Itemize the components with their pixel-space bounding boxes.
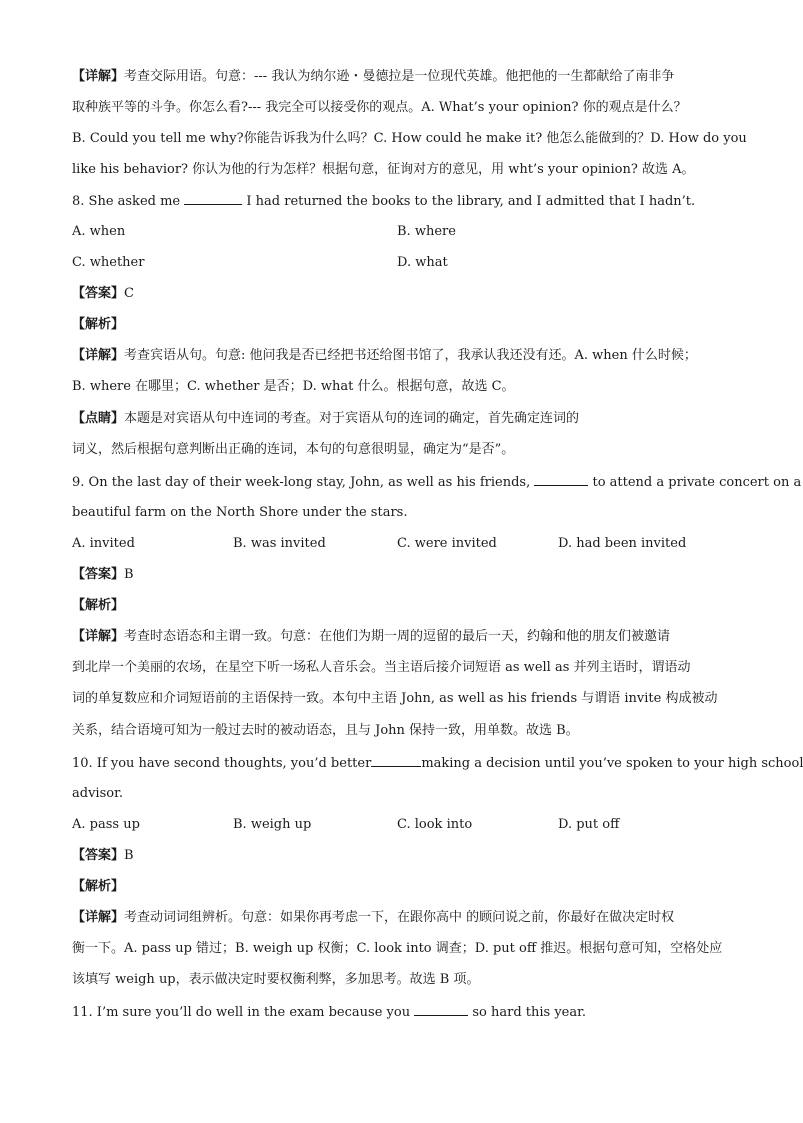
q9-option-d: D. had been invited [558,536,687,551]
q10-option-d: D. put off [558,817,620,832]
q9-stem-line-1: 9. On the last day of their week-long stay, John, as well as his friends, to attend a private concert on a [72,475,802,490]
q9-option-a: A. invited [72,536,135,551]
q9-detail-line-2: 到北岸一个美丽的农场，在星空下听一场私人音乐会。当主语后接介词短语 as well as 并列主语时，谓语动 [72,660,691,675]
answer-blank [534,473,588,486]
q8-option-b: B. where [397,224,456,239]
q10-option-b: B. weigh up [233,817,312,832]
q8-stem: 8. She asked me I had returned the books to the library, and I admitted that I hadn’t. [72,194,696,209]
answer-blank [184,192,242,205]
answer-blank [414,1003,468,1016]
q7-detail-line-1: 【详解】考查交际用语。句意：--- 我认为纳尔逊・曼德拉是一位现代英雄。他把他的一生都献给了南非争 [72,69,675,84]
q10-option-c: C. look into [397,817,473,832]
q8-answer: 【答案】C [72,286,134,301]
q9-analysis-label: 【解析】 [72,598,125,613]
q10-analysis-label: 【解析】 [72,879,125,894]
q10-option-a: A. pass up [72,817,140,832]
q8-detail-line-1: 【详解】考查宾语从句。句意: 他问我是否已经把书还给图书馆了，我承认我还没有还。A. when 什么时候； [72,348,697,363]
q10-stem-line-1: 10. If you have second thoughts, you’d better making a decision until you’ve spoken to your high school [72,756,803,771]
q8-option-a: A. when [72,224,126,239]
answer-blank [371,754,421,767]
q10-detail-line-3: 该填写 weigh up，表示做决定时要权衡利弊，多加思考。故选 B 项。 [72,972,480,987]
q9-detail-line-3: 词的单复数应和介词短语前的主语保持一致。本句中主语 John, as well as his friends 与谓语 invite 构成被动 [72,691,718,706]
q9-detail-line-1: 【详解】考查时态语态和主谓一致。句意：在他们为期一周的逗留的最后一天，约翰和他的朋友们被邀请 [72,629,671,644]
q10-detail-line-2: 衡一下。A. pass up 错过；B. weigh up 权衡；C. look into 调查；D. put off 推迟。根据句意可知，空格处应 [72,941,723,956]
q9-option-c: C. were invited [397,536,497,551]
q11-stem: 11. I’m sure you’ll do well in the exam because you so hard this year. [72,1005,587,1020]
q7-detail-line-4: like his behavior? 你认为他的行为怎样？根据句意，征询对方的意见，用 wht’s your opinion? 故选 A。 [72,162,695,177]
q8-detail-line-2: B. where 在哪里；C. whether 是否；D. what 什么。根据句意，故选 C。 [72,379,515,394]
q9-detail-line-4: 关系，结合语境可知为一般过去时的被动语态，且与 John 保持一致，用单数。故选 B。 [72,723,579,738]
q7-detail-line-2: 取种族平等的斗争。你怎么看?--- 我完全可以接受你的观点。A. What’s your opinion? 你的观点是什么？ [72,100,687,115]
q8-tip-line-2: 词义，然后根据句意判断出正确的连词，本句的句意很明显，确定为“是否”。 [72,442,515,457]
q10-answer: 【答案】B [72,848,134,863]
q10-stem-line-2: advisor. [72,786,123,801]
q7-detail-line-3: B. Could you tell me why?你能告诉我为什么吗？C. How could he make it? 他怎么能做到的？D. How do you [72,131,747,146]
q8-analysis-label: 【解析】 [72,317,125,332]
detail-label: 【详解】 [72,69,125,84]
q10-detail-line-1: 【详解】考查动词词组辨析。句意：如果你再考虑一下，在跟你高中 的顾问说之前，你最好在做决定时权 [72,910,675,925]
q9-answer: 【答案】B [72,567,134,582]
q9-stem-line-2: beautiful farm on the North Shore under the stars. [72,505,408,520]
q8-option-d: D. what [397,255,448,270]
q8-option-c: C. whether [72,255,145,270]
q8-tip-line-1: 【点睛】本题是对宾语从句中连词的考查。对于宾语从句的连词的确定，首先确定连词的 [72,411,580,426]
q9-option-b: B. was invited [233,536,326,551]
